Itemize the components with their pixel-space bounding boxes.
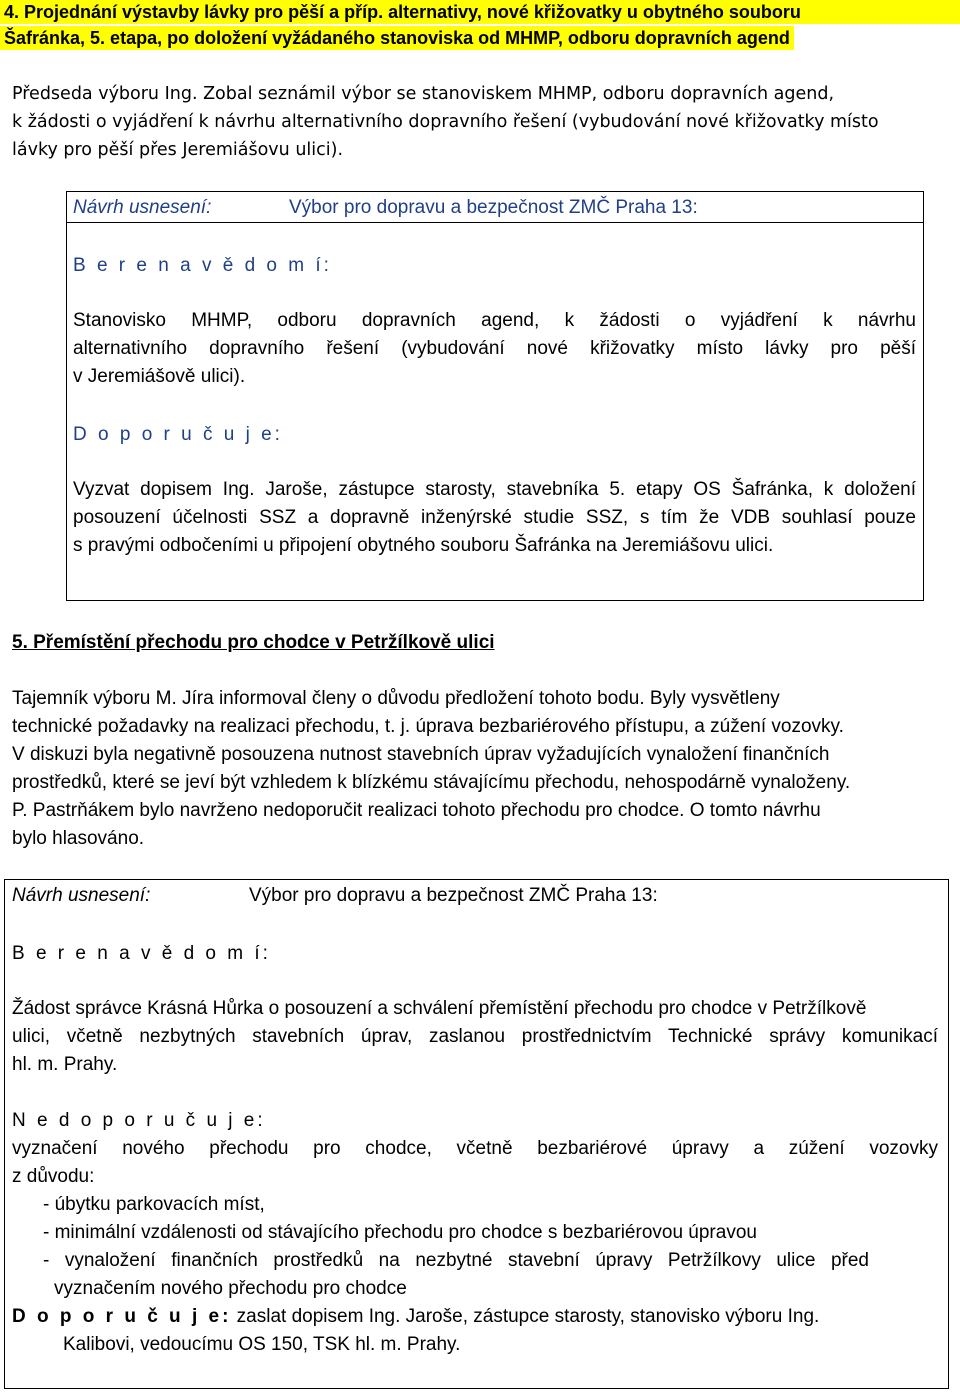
committee-name: Výbor pro dopravu a bezpečnost ZMČ Praha 13: <box>289 197 698 218</box>
recommends-row <box>12 1303 850 1331</box>
text-line: Stanovisko MHMP, odboru dopravních agend, k žádosti o vyjádření k návrhu <box>73 310 916 331</box>
intro-line: P. Pastrňákem bylo navrženo nedoporučit realizaci tohoto přechodu pro chodce. O tomto návrhu <box>12 800 821 821</box>
section-5-intro <box>12 685 928 853</box>
intro-line: lávky pro pěší přes Jeremiášovu ulici). <box>12 140 344 160</box>
text-line: hl. m. Prahy. <box>12 1054 118 1075</box>
text-line: s pravými odbočeními u připojení obytného souboru Šafránka na Jeremiášovu ulici. <box>73 535 774 556</box>
intro-line: k žádosti o vyjádření k návrhu alternativního dopravního řešení (vybudování nové křižovatky místo <box>12 112 879 132</box>
intro-line: V diskuzi byla negativně posouzena nutnost stavebních úprav vyžadujících vynaložení finančních <box>12 744 830 765</box>
reason-item: - úbytku parkovacích míst, <box>43 1194 265 1215</box>
committee-name: Výbor pro dopravu a bezpečnost ZMČ Praha 13: <box>249 885 658 906</box>
proposal-label: Návrh usnesení: <box>73 197 212 218</box>
intro-line: prostředků, které se jeví být vzhledem k blízkému stávajícímu přechodu, nehospodárně vynaloženy. <box>12 772 851 793</box>
intro-line: Předseda výboru Ing. Zobal seznámil výbor se stanoviskem MHMP, odboru dopravních agend, <box>12 84 835 104</box>
proposal-label: Návrh usnesení: <box>12 885 151 906</box>
recommends-text <box>73 476 916 560</box>
recommends-label: D o p o r u č u j e: <box>12 1306 232 1327</box>
text-line: posouzení účelnosti SSZ a dopravně inženýrské studie SSZ, s tím že VDB souhlasí pouze <box>73 507 916 528</box>
takes-note-label: B e r e n a v ě d o m í: <box>73 255 332 276</box>
text-line: v Jeremiášově ulici). <box>73 366 246 387</box>
text-line: z důvodu: <box>12 1166 95 1187</box>
intro-line: bylo hlasováno. <box>12 828 145 849</box>
not-recommends-label: N e d o p o r u č u j e: <box>12 1110 266 1131</box>
intro-line: Tajemník výboru M. Jíra informoval členy o důvodu předložení tohoto bodu. Byly vysvětleny <box>12 688 780 709</box>
section-5-heading: 5. Přemístění přechodu pro chodce v Petržílkově ulici <box>12 632 495 653</box>
reason-item-continuation: vyznačením nového přechodu pro chodce <box>54 1278 407 1299</box>
takes-note-text <box>12 995 938 1079</box>
intro-line: technické požadavky na realizaci přechodu, t. j. úprava bezbariérového přístupu, a zúžení vozovky. <box>12 716 844 737</box>
recommends-text-line: zaslat dopisem Ing. Jaroše, zástupce starosty, stanovisko výboru Ing. <box>231 1306 820 1327</box>
takes-note-label: B e r e n a v ě d o m í: <box>12 943 271 964</box>
not-recommends-text <box>12 1135 938 1191</box>
section-4-heading-line-2: Šafránka, 5. etapa, po doložení vyžádaného stanoviska od MHMP, odboru dopravních agend <box>0 26 794 50</box>
text-line: vyznačení nového přechodu pro chodce, včetně bezbariérové úpravy a zúžení vozovky <box>12 1138 938 1159</box>
takes-note-text <box>73 307 916 391</box>
section-4-heading-line-1: 4. Projednání výstavby lávky pro pěší a příp. alternativy, nové křižovatky u obytného souboru <box>0 0 960 24</box>
reason-item: - vynaložení finančních prostředků na nezbytné stavební úpravy Petržílkovy ulice před <box>43 1250 869 1271</box>
text-line: Vyzvat dopisem Ing. Jaroše, zástupce starosty, stavebníka 5. etapy OS Šafránka, k doložení <box>73 479 916 500</box>
section-4-intro <box>12 80 928 164</box>
text-line: ulici, včetně nezbytných stavebních úprav, zaslanou prostřednictvím Technické správy komunikací <box>12 1026 938 1047</box>
text-line: alternativního dopravního řešení (vybudování nové křižovatky místo lávky pro pěší <box>73 338 916 359</box>
recommends-text-line: Kalibovi, vedoucímu OS 150, TSK hl. m. Prahy. <box>63 1334 461 1355</box>
reason-item: - minimální vzdálenosti od stávajícího přechodu pro chodce s bezbariérovou úpravou <box>43 1222 757 1243</box>
recommends-label: D o p o r u č u j e: <box>73 424 283 445</box>
text-line: Žádost správce Krásná Hůrka o posouzení a schválení přemístění přechodu pro chodce v Petržílkově <box>12 998 867 1019</box>
